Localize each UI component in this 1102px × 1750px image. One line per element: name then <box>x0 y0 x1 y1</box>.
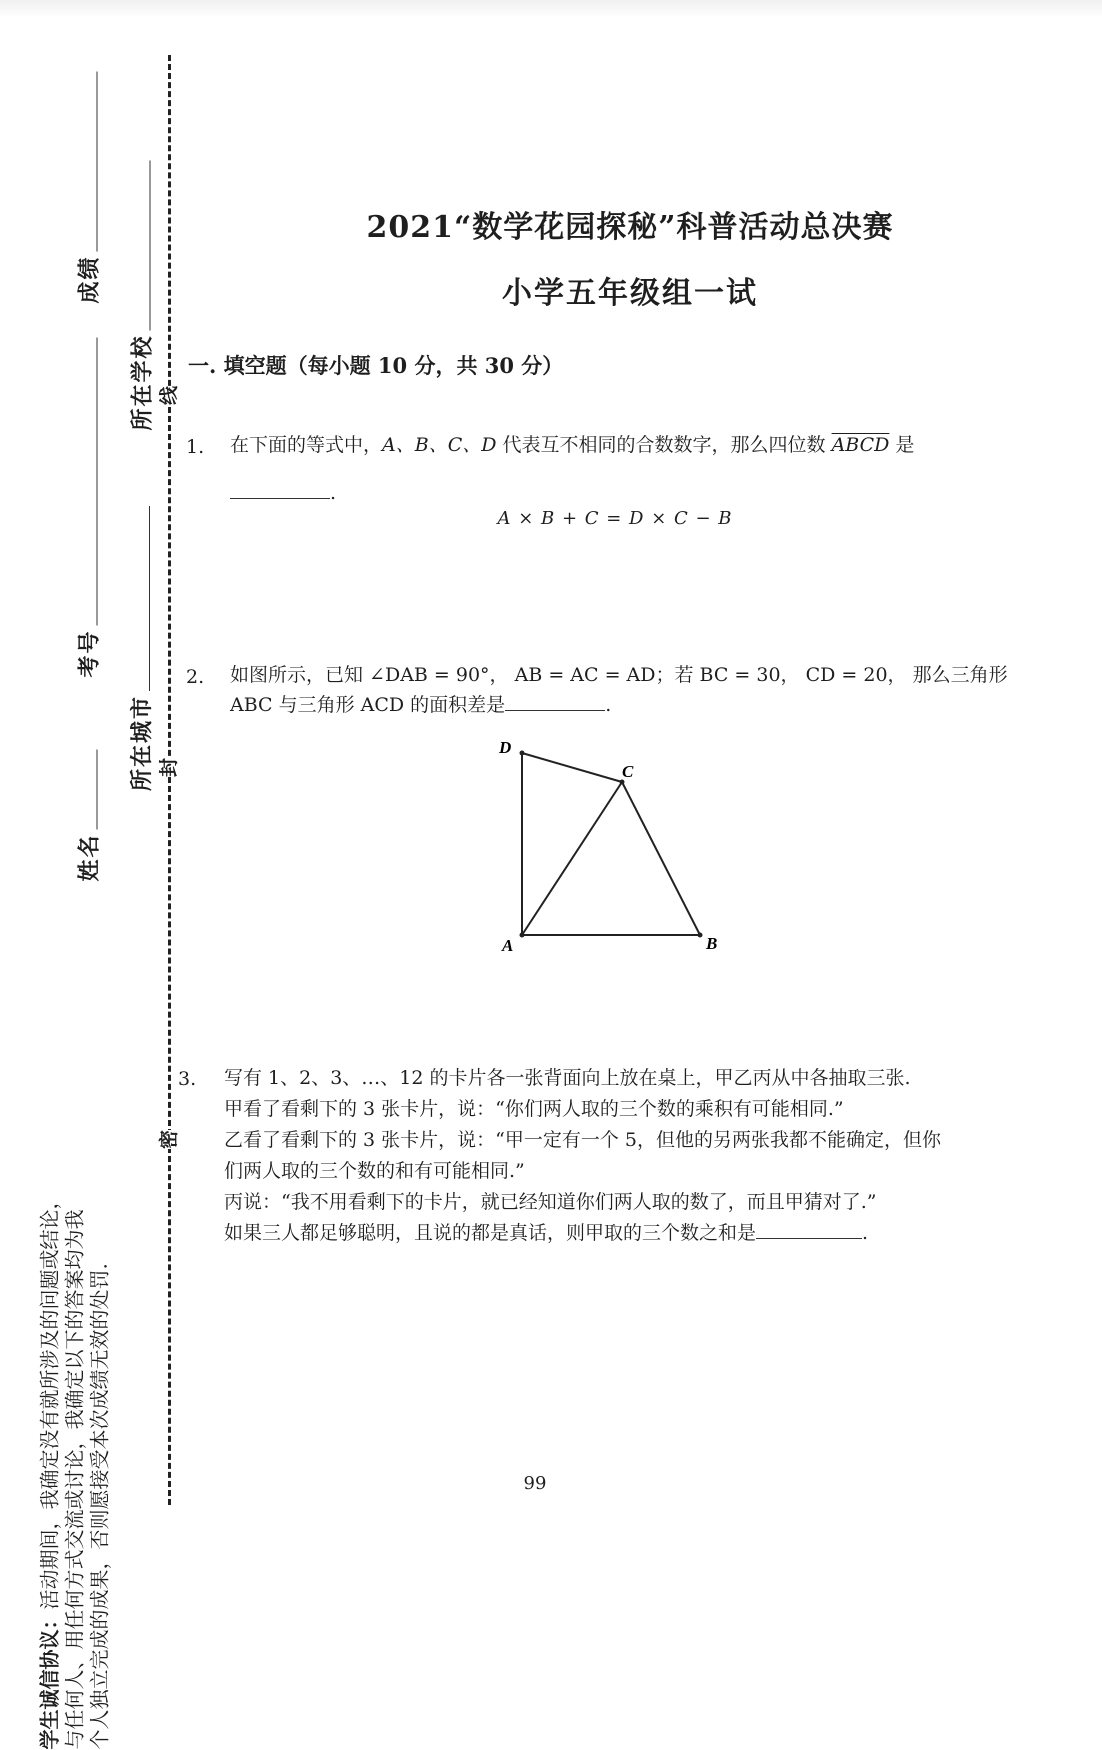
q3-tail: . <box>862 1222 869 1244</box>
school-blank[interactable] <box>132 160 151 330</box>
exam-subtitle: 小学五年级组一试 <box>502 276 758 311</box>
q2-number: 2. <box>186 666 205 688</box>
label-D: D <box>499 738 512 757</box>
q1-equation: A × B + C = D × C − B <box>497 508 733 529</box>
segment-DC <box>522 753 622 782</box>
q3-line-6 <box>224 1218 1024 1249</box>
label-C: C <box>622 762 634 781</box>
school-field[interactable] <box>126 141 157 431</box>
city-field[interactable] <box>125 506 156 791</box>
q2-tail: . <box>605 694 612 716</box>
honor-line-3: 个人独立完成的成果，否则愿接受本次成绩无效的处罚. <box>87 1263 112 1750</box>
q1-answer-blank[interactable] <box>230 476 330 499</box>
q3-question: 如果三人都足够聪明，且说的都是真话，则甲取的三个数之和是 <box>224 1222 757 1244</box>
q1-number: 1. <box>186 436 205 458</box>
honor-text-1: 活动期间，我确定没有就所涉及的问题或结论， <box>37 1189 62 1610</box>
q1-text-b: 代表互不相同的合数数字，那么四位数 <box>496 434 832 456</box>
label-A: A <box>502 936 514 955</box>
score-field[interactable] <box>73 72 104 304</box>
q1-four-digit: ABCD <box>831 434 890 456</box>
q3-answer-blank[interactable] <box>756 1218 862 1239</box>
q3-line-4: 们两人取的三个数的和有可能相同.” <box>224 1160 525 1182</box>
section-title: 一. 填空题（每小题 10 分，共 30 分） <box>188 353 564 378</box>
q3-line-3: 乙看了看剩下的 3 张卡片，说：“甲一定有一个 5，但他的另两张我都不能确定，但你 <box>224 1129 942 1151</box>
q1-vars: A、B、C、D <box>382 434 497 456</box>
point-B <box>698 933 703 938</box>
segment-CB <box>622 782 700 935</box>
q1-text-a: 在下面的等式中， <box>230 434 383 456</box>
city-label: 所在城市 <box>129 694 155 791</box>
label-B: B <box>706 934 718 953</box>
seal-char-seal: 封 <box>158 757 181 778</box>
q2-answer-blank[interactable] <box>505 690 605 711</box>
honor-agreement <box>38 470 113 1750</box>
segment-AC <box>522 782 622 935</box>
seal-char-line: 线 <box>158 385 181 406</box>
seal-dashed-line <box>168 55 171 1505</box>
q3-line-1: 写有 1、2、3、…、12 的卡片各一张背面向上放在桌上，甲乙丙从中各抽取三张. <box>224 1067 911 1089</box>
q3-line-5: 丙说：“我不用看剩下的卡片，就已经知道你们两人取的数了，而且甲猜对了.” <box>224 1191 877 1213</box>
score-label: 成绩 <box>76 255 103 304</box>
q2-line-1: 如图所示，已知 ∠DAB = 90°， AB = AC = AD；若 BC = 30， CD = 20， 那么三角形 <box>230 664 1008 686</box>
q2-line-2 <box>230 690 611 721</box>
q1-answer-line <box>230 476 336 509</box>
seal-char-secret: 密 <box>158 1129 181 1150</box>
page-number: 99 <box>523 1473 547 1494</box>
point-A <box>520 933 525 938</box>
scan-edge <box>0 0 1102 18</box>
q1-text <box>230 430 1030 461</box>
exam-title: 2021“数学花园探秘”科普活动总决赛 <box>366 210 894 245</box>
score-blank[interactable] <box>79 72 98 252</box>
honor-line-1 <box>38 470 63 1750</box>
point-D <box>520 751 525 756</box>
exam-id-label: 考号 <box>76 629 103 678</box>
name-label: 姓名 <box>76 833 103 882</box>
honor-title: 学生诚信协议： <box>37 1609 62 1750</box>
triangle-figure <box>490 733 730 958</box>
q1-tail: . <box>330 482 337 504</box>
q2-text: ABC 与三角形 ACD 的面积差是 <box>230 694 506 716</box>
q3-line-2: 甲看了看剩下的 3 张卡片，说：“你们两人取的三个数的乘积有可能相同.” <box>224 1098 844 1120</box>
city-blank[interactable] <box>131 506 150 691</box>
q3-number: 3. <box>178 1068 197 1090</box>
school-label: 所在学校 <box>129 334 156 431</box>
honor-line-2: 与任何人、用任何方式交流或讨论，我确定以下的答案均为我 <box>62 1209 87 1750</box>
q1-text-c: 是 <box>889 434 915 456</box>
